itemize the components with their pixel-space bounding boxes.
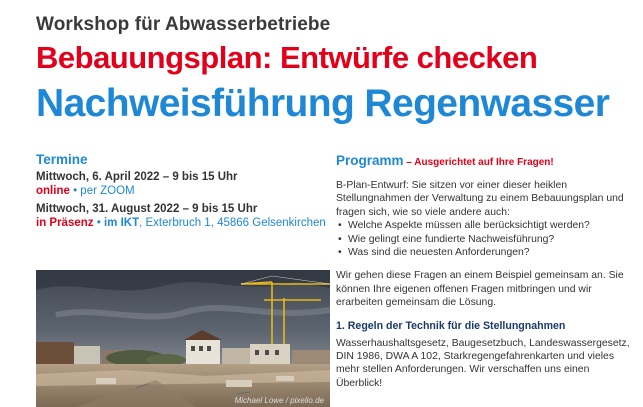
termin-1-date: Mittwoch, 6. April 2022 – 9 bis 15 Uhr	[36, 171, 238, 183]
termin-2-venue: im IKT	[103, 217, 140, 229]
title-line-1: Bebauungsplan: Entwürfe checken	[36, 40, 538, 75]
termin-2-address: , Exterbruch 1, 45866 Gelsenkirchen	[139, 217, 326, 229]
section-1-text: Wasserhaushaltsgesetz, Baugesetzbuch, Landeswassergesetz, DIN 1986, DWA A 102, Starkregengefahrenkarten und vieles mehr stellen Anforderungen. Wir verschaffen uns einen Überblick!	[336, 337, 630, 389]
programm-intro: B-Plan-Entwurf: Sie sitzen vor einer dieser heiklen Stellungnahmen der Verwaltung zu einem Bebauungsplan und fragen sich, wie so viele andere auch:	[336, 180, 624, 218]
termine-section	[36, 152, 331, 229]
workshop-kicker: Workshop für Abwasserbetriebe	[36, 14, 331, 35]
programm-heading-line	[336, 152, 632, 170]
construction-site-photo	[36, 270, 330, 407]
termin-1-mode-line	[36, 185, 331, 197]
question-item: • Wie gelingt eine fundierte Nachweisführung?	[346, 233, 632, 246]
termin-2-mode: in Präsenz	[36, 217, 94, 229]
termine-heading: Termine	[36, 152, 88, 167]
question-item: • Was sind die neuesten Anforderungen?	[346, 246, 632, 259]
photo-credit: Michael Lowe / pixelio.de	[234, 396, 324, 405]
termin-1-detail: per ZOOM	[80, 185, 135, 197]
programm-heading: Programm	[336, 153, 404, 168]
programm-paragraph-2: Wir gehen diese Fragen an einem Beispiel gemeinsam an. Sie können Ihre eigenen offenen Fragen mitbringen und wir erarbeiten gemeinsam die Lösung.	[336, 270, 624, 309]
termin-2-date: Mittwoch, 31. August 2022 – 9 bis 15 Uhr	[36, 203, 258, 215]
programm-section	[336, 152, 632, 390]
termin-2-mode-line	[36, 217, 331, 229]
termin-1-separator: •	[69, 185, 81, 197]
construction-site-image	[36, 270, 330, 407]
title-line-2: Nachweisführung Regenwasser	[36, 82, 610, 125]
section-1-title: 1. Regeln der Technik für die Stellungnahmen	[336, 319, 566, 332]
question-item: • Welche Aspekte müssen alle berücksichtigt werden?	[346, 219, 632, 232]
programm-subheading: – Ausgerichtet auf Ihre Fragen!	[403, 157, 554, 168]
termin-2-separator: •	[93, 217, 104, 229]
question-list	[336, 219, 632, 259]
termin-1-mode: online	[36, 185, 70, 197]
